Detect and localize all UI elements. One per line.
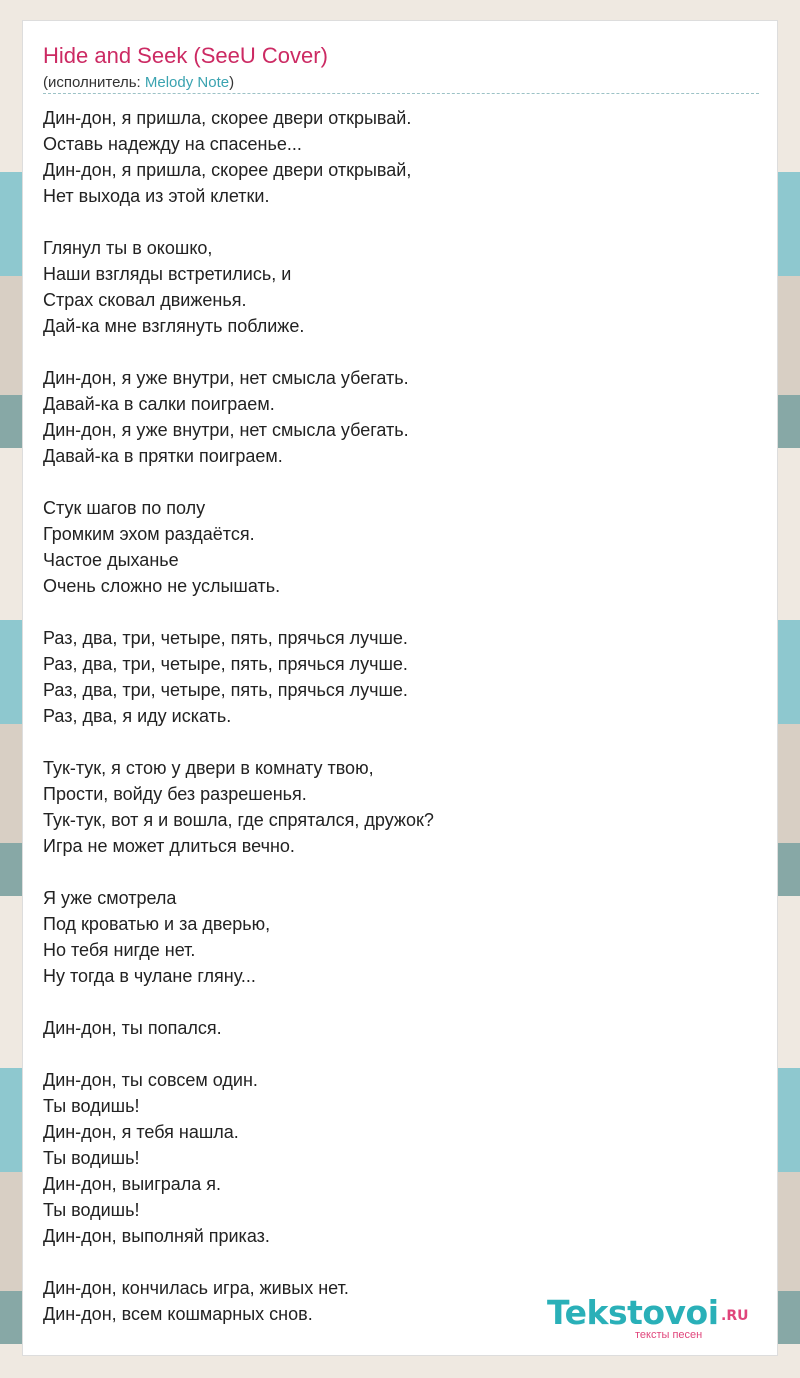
- lyric-line: Дин-дон, ты совсем один.: [43, 1070, 258, 1090]
- title-divider: [43, 93, 759, 94]
- site-logo[interactable]: [547, 1293, 757, 1353]
- lyric-line: Дай-ка мне взглянуть поближе.: [43, 316, 305, 336]
- lyric-line: Очень сложно не услышать.: [43, 576, 281, 596]
- lyric-line: Дин-дон, кончилась игра, живых нет.: [43, 1278, 349, 1298]
- lyric-line: Дин-дон, я пришла, скорее двери открывай.: [43, 108, 412, 128]
- lyric-line: Глянул ты в окошко,: [43, 238, 213, 258]
- artist-prefix: (исполнитель:: [43, 74, 145, 91]
- lyric-line: Раз, два, три, четыре, пять, прячься лучше.: [43, 628, 408, 648]
- artist-line: [43, 74, 234, 91]
- lyric-line: Давай-ка в прятки поиграем.: [43, 446, 283, 466]
- lyric-line: Раз, два, я иду искать.: [43, 706, 232, 726]
- lyric-line: Дин-дон, я пришла, скорее двери открывай,: [43, 160, 412, 180]
- stanza-gap: [43, 339, 759, 365]
- artist-suffix: ): [229, 74, 235, 91]
- lyric-line: Раз, два, три, четыре, пять, прячься лучше.: [43, 680, 408, 700]
- lyric-line: Ты водишь!: [43, 1096, 140, 1116]
- lyric-line: Раз, два, три, четыре, пять, прячься лучше.: [43, 654, 408, 674]
- stanza-gap: [43, 859, 759, 885]
- stanza-gap: [43, 989, 759, 1015]
- lyric-line: Стук шагов по полу: [43, 498, 206, 518]
- lyric-line: Дин-дон, я тебя нашла.: [43, 1122, 239, 1142]
- lyric-line: Тук-тук, вот я и вошла, где спрятался, дружок?: [43, 810, 434, 830]
- lyric-line: Ну тогда в чулане гляну...: [43, 966, 256, 986]
- lyrics-text: [43, 105, 759, 1327]
- lyric-line: Громким эхом раздаётся.: [43, 524, 255, 544]
- lyric-line: Давай-ка в салки поиграем.: [43, 394, 275, 414]
- lyric-line: Дин-дон, всем кошмарных снов.: [43, 1304, 313, 1324]
- stanza-gap: [43, 469, 759, 495]
- lyric-line: Дин-дон, выиграла я.: [43, 1174, 222, 1194]
- lyric-line: Но тебя нигде нет.: [43, 940, 196, 960]
- lyric-line: Страх сковал движенья.: [43, 290, 247, 310]
- lyric-line: Частое дыханье: [43, 550, 179, 570]
- stanza-gap: [43, 1041, 759, 1067]
- lyric-line: Дин-дон, я уже внутри, нет смысла убегать.: [43, 420, 409, 440]
- stanza-gap: [43, 1249, 759, 1275]
- logo-tld: .RU: [721, 1308, 749, 1324]
- lyric-line: Ты водишь!: [43, 1200, 140, 1220]
- logo-tagline: тексты песен: [635, 1329, 703, 1341]
- lyric-line: Нет выхода из этой клетки.: [43, 186, 270, 206]
- lyric-line: Под кроватью и за дверью,: [43, 914, 271, 934]
- lyrics-page: [22, 20, 778, 1356]
- lyric-line: Тук-тук, я стою у двери в комнату твою,: [43, 758, 374, 778]
- logo-text: Tekstovoi: [547, 1293, 719, 1332]
- lyric-line: Ты водишь!: [43, 1148, 140, 1168]
- lyric-line: Я уже смотрела: [43, 888, 177, 908]
- stanza-gap: [43, 729, 759, 755]
- stanza-gap: [43, 209, 759, 235]
- lyric-line: Дин-дон, выполняй приказ.: [43, 1226, 270, 1246]
- lyric-line: Игра не может длиться вечно.: [43, 836, 295, 856]
- lyric-line: Дин-дон, я уже внутри, нет смысла убегать.: [43, 368, 409, 388]
- artist-link[interactable]: Melody Note: [144, 74, 230, 91]
- lyric-line: Наши взгляды встретились, и: [43, 264, 292, 284]
- lyric-line: Оставь надежду на спасенье...: [43, 134, 302, 154]
- lyric-line: Дин-дон, ты попался.: [43, 1018, 222, 1038]
- lyric-line: Прости, войду без разрешенья.: [43, 784, 307, 804]
- song-title: Hide and Seek (SeeU Cover): [43, 43, 328, 68]
- stanza-gap: [43, 599, 759, 625]
